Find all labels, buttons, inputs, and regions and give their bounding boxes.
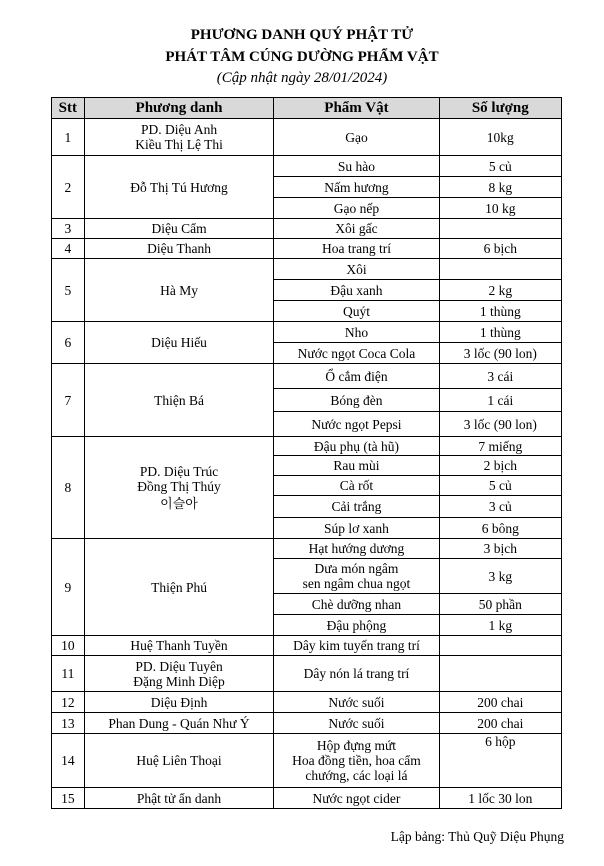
cell-quantity: 10 kg [439, 198, 561, 219]
cell-donor-name [84, 239, 274, 259]
cell-item: Dây kim tuyến trang trí [274, 636, 439, 656]
cell-item: Ổ cắm điện [274, 364, 439, 389]
cell-quantity: 200 chai [439, 713, 561, 734]
cell-quantity: 2 kg [439, 280, 561, 301]
cell-item: Đậu xanh [274, 280, 439, 301]
cell-donor-name [84, 713, 274, 734]
cell-item: Nấm hương [274, 177, 439, 198]
update-date: (Cập nhật ngày 28/01/2024) [216, 70, 388, 86]
cell-donor-name [84, 156, 274, 219]
cell-item: Hoa trang trí [274, 239, 439, 259]
donor-name-line: Phan Dung - Quán Như Ý [108, 715, 250, 731]
table-row [52, 156, 562, 177]
cell-item: Dây nón lá trang trí [274, 656, 439, 692]
cell-quantity: 3 lốc (90 lon) [439, 343, 561, 364]
cell-item: Xôi gấc [274, 219, 439, 239]
cell-quantity [439, 219, 561, 239]
table-row [52, 219, 562, 239]
cell-quantity: 1 thùng [439, 301, 561, 322]
cell-quantity [439, 656, 561, 692]
donor-name-line: Huệ Thanh Tuyền [130, 638, 228, 653]
donor-name-line: 이슬아 [160, 496, 198, 512]
cell-quantity: 1 thùng [439, 322, 561, 343]
col-header-stt: Stt [52, 98, 85, 119]
footer-note: Lập bảng: Thủ Quỹ Diệu Phụng [390, 829, 564, 844]
cell-item: Đậu phụ (tà hũ) [274, 437, 439, 456]
cell-item: Cải trắng [274, 496, 439, 518]
cell-quantity: 2 bịch [439, 456, 561, 476]
donor-name-line: Huệ Liên Thoại [136, 753, 222, 768]
cell-donor-name [84, 364, 274, 437]
table-row [52, 692, 562, 713]
cell-item: Bóng đèn [274, 389, 439, 412]
cell-donor-name [84, 734, 274, 788]
cell-stt: 9 [52, 539, 85, 636]
table-row [52, 322, 562, 343]
cell-donor-name [84, 788, 274, 809]
cell-donor-name [84, 636, 274, 656]
col-header-name: Phương danh [84, 98, 274, 119]
cell-donor-name [84, 119, 274, 156]
cell-item: Nước ngọt Coca Cola [274, 343, 439, 364]
donor-name-line: Đỗ Thị Tú Hương [130, 179, 228, 195]
cell-item: Nho [274, 322, 439, 343]
cell-stt: 7 [52, 364, 85, 437]
cell-quantity: 3 lốc (90 lon) [439, 412, 561, 437]
donor-table [51, 97, 562, 809]
donor-name-line: Diệu Cẩm [151, 221, 207, 236]
cell-quantity [439, 636, 561, 656]
cell-quantity: 1 kg [439, 615, 561, 636]
table-row [52, 259, 562, 280]
table-row [52, 239, 562, 259]
donor-name-line: Đặng Minh Diệp [133, 673, 225, 689]
donor-name-line: Thiện Bá [154, 392, 204, 408]
cell-stt: 5 [52, 259, 85, 322]
donor-name-line: Phật tử ẩn danh [136, 790, 222, 806]
table-row [52, 656, 562, 692]
table-row [52, 119, 562, 156]
col-header-qty: Số lượng [439, 98, 561, 119]
title-line-2: PHÁT TÂM CÚNG DƯỜNG PHẨM VẬT [165, 49, 439, 65]
donor-name-line: Diệu Hiếu [151, 335, 207, 350]
donor-name-line: Thiện Phú [151, 579, 207, 595]
cell-item: Quýt [274, 301, 439, 322]
table-header-row [52, 98, 562, 119]
cell-item: Nước suối [274, 692, 439, 713]
cell-quantity: 8 kg [439, 177, 561, 198]
table-row [52, 437, 562, 456]
title-line-1: PHƯƠNG DANH QUÝ PHẬT TỬ [190, 27, 414, 43]
cell-stt: 6 [52, 322, 85, 364]
cell-item: Rau mùi [274, 456, 439, 476]
donor-name-line: Diệu Thanh [147, 241, 211, 256]
table-row [52, 734, 562, 788]
table-body [52, 119, 562, 809]
cell-donor-name [84, 437, 274, 539]
table-row [52, 364, 562, 389]
cell-item: Nước ngọt cider [274, 788, 439, 809]
cell-donor-name [84, 656, 274, 692]
cell-stt: 12 [52, 692, 85, 713]
cell-donor-name [84, 259, 274, 322]
cell-donor-name [84, 322, 274, 364]
cell-item: Hạt hướng dương [274, 539, 439, 559]
cell-item: Dưa món ngâm sen ngâm chua ngọt [274, 559, 439, 594]
cell-quantity: 10kg [439, 119, 561, 156]
cell-donor-name [84, 219, 274, 239]
cell-item: Cà rốt [274, 476, 439, 496]
cell-quantity: 1 lốc 30 lon [439, 788, 561, 809]
cell-stt: 2 [52, 156, 85, 219]
cell-item: Hộp đựng mứt Hoa đồng tiền, hoa cẩm chướng, các loại lá [274, 734, 439, 788]
cell-quantity: 200 chai [439, 692, 561, 713]
cell-quantity: 5 củ [439, 156, 561, 177]
cell-item: Gạo [274, 119, 439, 156]
cell-item: Đậu phộng [274, 615, 439, 636]
donor-name-line: Diệu Định [150, 694, 208, 710]
cell-quantity: 3 cái [439, 364, 561, 389]
cell-quantity: 5 củ [439, 476, 561, 496]
cell-stt: 4 [52, 239, 85, 259]
cell-item: Súp lơ xanh [274, 518, 439, 539]
cell-quantity: 3 củ [439, 496, 561, 518]
cell-item: Nước ngọt Pepsi [274, 412, 439, 437]
cell-stt: 14 [52, 734, 85, 788]
col-header-item: Phẩm Vật [274, 98, 439, 119]
cell-item: Xôi [274, 259, 439, 280]
donor-name-line: Hà My [160, 282, 198, 298]
donor-name-line: Đồng Thị Thúy [137, 478, 221, 494]
donor-name-line: PD. Diệu Anh [140, 122, 218, 137]
table-row [52, 713, 562, 734]
cell-donor-name [84, 692, 274, 713]
cell-donor-name [84, 539, 274, 636]
cell-quantity: 6 hộp [439, 734, 561, 788]
cell-quantity [439, 259, 561, 280]
cell-stt: 10 [52, 636, 85, 656]
cell-item: Chè dưỡng nhan [274, 594, 439, 615]
donor-name-line: PD. Diệu Tuyên [135, 658, 223, 674]
donor-name-line: PD. Diệu Trúc [139, 463, 219, 479]
cell-stt: 11 [52, 656, 85, 692]
cell-stt: 1 [52, 119, 85, 156]
cell-quantity: 6 bông [439, 518, 561, 539]
cell-quantity: 50 phần [439, 594, 561, 615]
cell-quantity: 3 bịch [439, 539, 561, 559]
cell-quantity: 7 miếng [439, 437, 561, 456]
cell-stt: 8 [52, 437, 85, 539]
cell-item: Su hào [274, 156, 439, 177]
cell-stt: 3 [52, 219, 85, 239]
cell-stt: 15 [52, 788, 85, 809]
donor-name-line: Kiều Thị Lệ Thi [135, 137, 223, 152]
table-row [52, 539, 562, 559]
cell-quantity: 3 kg [439, 559, 561, 594]
cell-quantity: 1 cái [439, 389, 561, 412]
cell-quantity: 6 bịch [439, 239, 561, 259]
table-row [52, 636, 562, 656]
cell-item: Nước suối [274, 713, 439, 734]
cell-stt: 13 [52, 713, 85, 734]
cell-item: Gạo nếp [274, 198, 439, 219]
table-row [52, 788, 562, 809]
